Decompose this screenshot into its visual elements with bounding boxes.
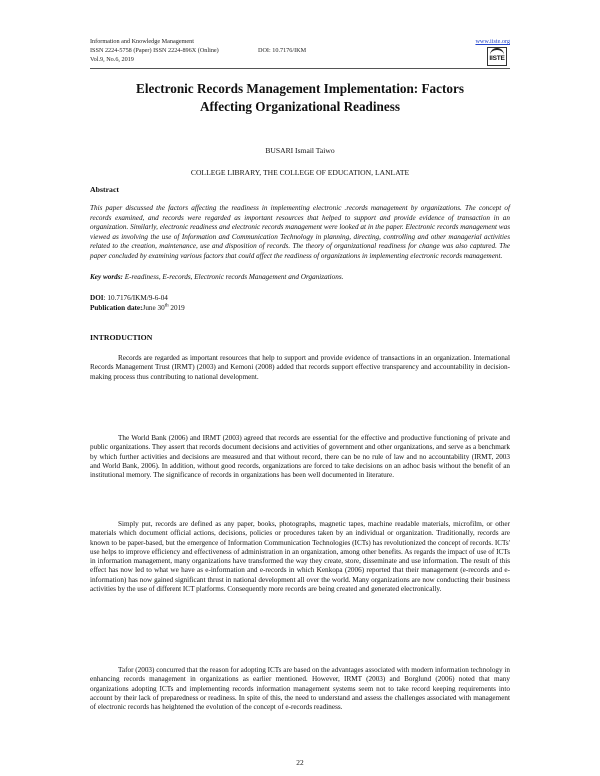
article-doi bbox=[90, 294, 168, 304]
journal-issn: ISSN 2224-5758 (Paper) ISSN 2224-896X (Online) bbox=[90, 47, 219, 54]
iiste-logo-icon bbox=[487, 47, 507, 66]
keywords-label: Key words: bbox=[90, 273, 123, 281]
doi-label: DOI bbox=[90, 294, 104, 302]
header-divider bbox=[90, 68, 510, 69]
publication-date-value: June 30 bbox=[142, 304, 165, 312]
keywords-text: E-readiness, E-records, Electronic records Management and Organizations. bbox=[122, 273, 344, 281]
author-affiliation: COLLEGE LIBRARY, THE COLLEGE OF EDUCATION, LANLATE bbox=[190, 168, 410, 177]
publication-year: 2019 bbox=[168, 304, 185, 312]
journal-website-link[interactable]: www.iiste.org bbox=[475, 38, 510, 45]
intro-paragraph-4: Tafor (2003) concurred that the reason for adopting ICTs are based on the advantages associated with modern information technology in enhancing records management in organizations as earlier mentioned. However, IRMT (2003) and Borglund (2006) noted that many organizations adopting ICTs and implementing records information management systems seem not to take record keeping requirements into account by their lack of preparedness or readiness. In spite of this, the need to understand and assess the challenges associated with management of electronic records has heightened the evolution of the concept of e-records readiness. bbox=[90, 666, 510, 712]
intro-paragraph-1: Records are regarded as important resources that help to support and provide evidence of transactions in an organization. International Records Management Trust (IRMT) (2003) and Kemoni (2008) added that records support effective transparency and accountability in decision-making process thus contributing to national development. bbox=[90, 354, 510, 381]
introduction-heading: INTRODUCTION bbox=[90, 333, 153, 342]
journal-doi: DOI: 10.7176/IKM bbox=[258, 47, 307, 54]
abstract-heading: Abstract bbox=[90, 185, 120, 194]
intro-paragraph-3: Simply put, records are defined as any paper, books, photographs, magnetic tapes, machine readable materials, microfilm, or other materials which document official actions, decisions, policies or procedures taken by an individual or organization. Traditionally, records are known to be paper-based, but the emergence of Information Communication Technologies (ICTs) has revolutionized the concept of records. ICTs' use helps to improve efficiency and effectiveness of administration in an organization, among other benefits. As regards the impact of use of ICTs in information management, many organizations have transformed the way they create, store, disseminate and use information. The result of this effect has now led to what we have as e-information and e-records in which Kenkopa (2006) reported that their management (e-records and e-information) has now gained significant thrust in national development all over the world. Many organizations are now conducting their business activities by the use of different ICT platforms. Consequently more records are being created and generated electronically. bbox=[90, 520, 510, 594]
abstract-text: This paper discussed the factors affecting the readiness in implementing electronic .records management by organizations. The concept of records examined, and records were regarded as important resources that helped to support and provide evidence of transaction in an organization. Similarly, electronic readiness and electronic records management were looked at in the paper. Electronic records management was viewed as involving the use of Information and Communication Technology in planning, directing, controlling and other managerial activities related to the creation, maintenance, use and disposition of records. The theory of organizational readiness for change was also captured. The paper concluded by examining various factors that could affect the readiness of organizations in implementing electronic records management. bbox=[90, 204, 510, 260]
logo-text: IISTE bbox=[489, 55, 505, 62]
intro-paragraph-2: The World Bank (2006) and IRMT (2003) agreed that records are essential for the effective and productive functioning of private and public organizations. They assert that records document decisions and activities of government and other organizations, and serve as a benchmark by which further activities and decisions are measured and that without record, there can be no rule of law and no accountability (IRMT, 2003 and World Bank, 2006). In addition, without good records, organizations are forced to take decisions on an adhoc basis without the benefit of an institutional memory. The significance of records in organizations has been well documented in literature. bbox=[90, 434, 510, 480]
doi-value: : 10.7176/IKM/9-6-04 bbox=[103, 294, 168, 302]
paper-author: BUSARI Ismail Taiwo bbox=[265, 146, 335, 155]
keywords bbox=[90, 273, 510, 283]
paper-title: Electronic Records Management Implementation: Factors Affecting Organizational Readiness bbox=[136, 81, 464, 114]
publication-date-sup: th bbox=[164, 303, 169, 309]
journal-volume: Vol.9, No.6, 2019 bbox=[90, 56, 134, 63]
publication-date bbox=[90, 304, 185, 314]
publication-date-label: Publication date: bbox=[90, 304, 143, 312]
page-number: 22 bbox=[296, 758, 304, 767]
journal-name: Information and Knowledge Management bbox=[90, 38, 194, 45]
